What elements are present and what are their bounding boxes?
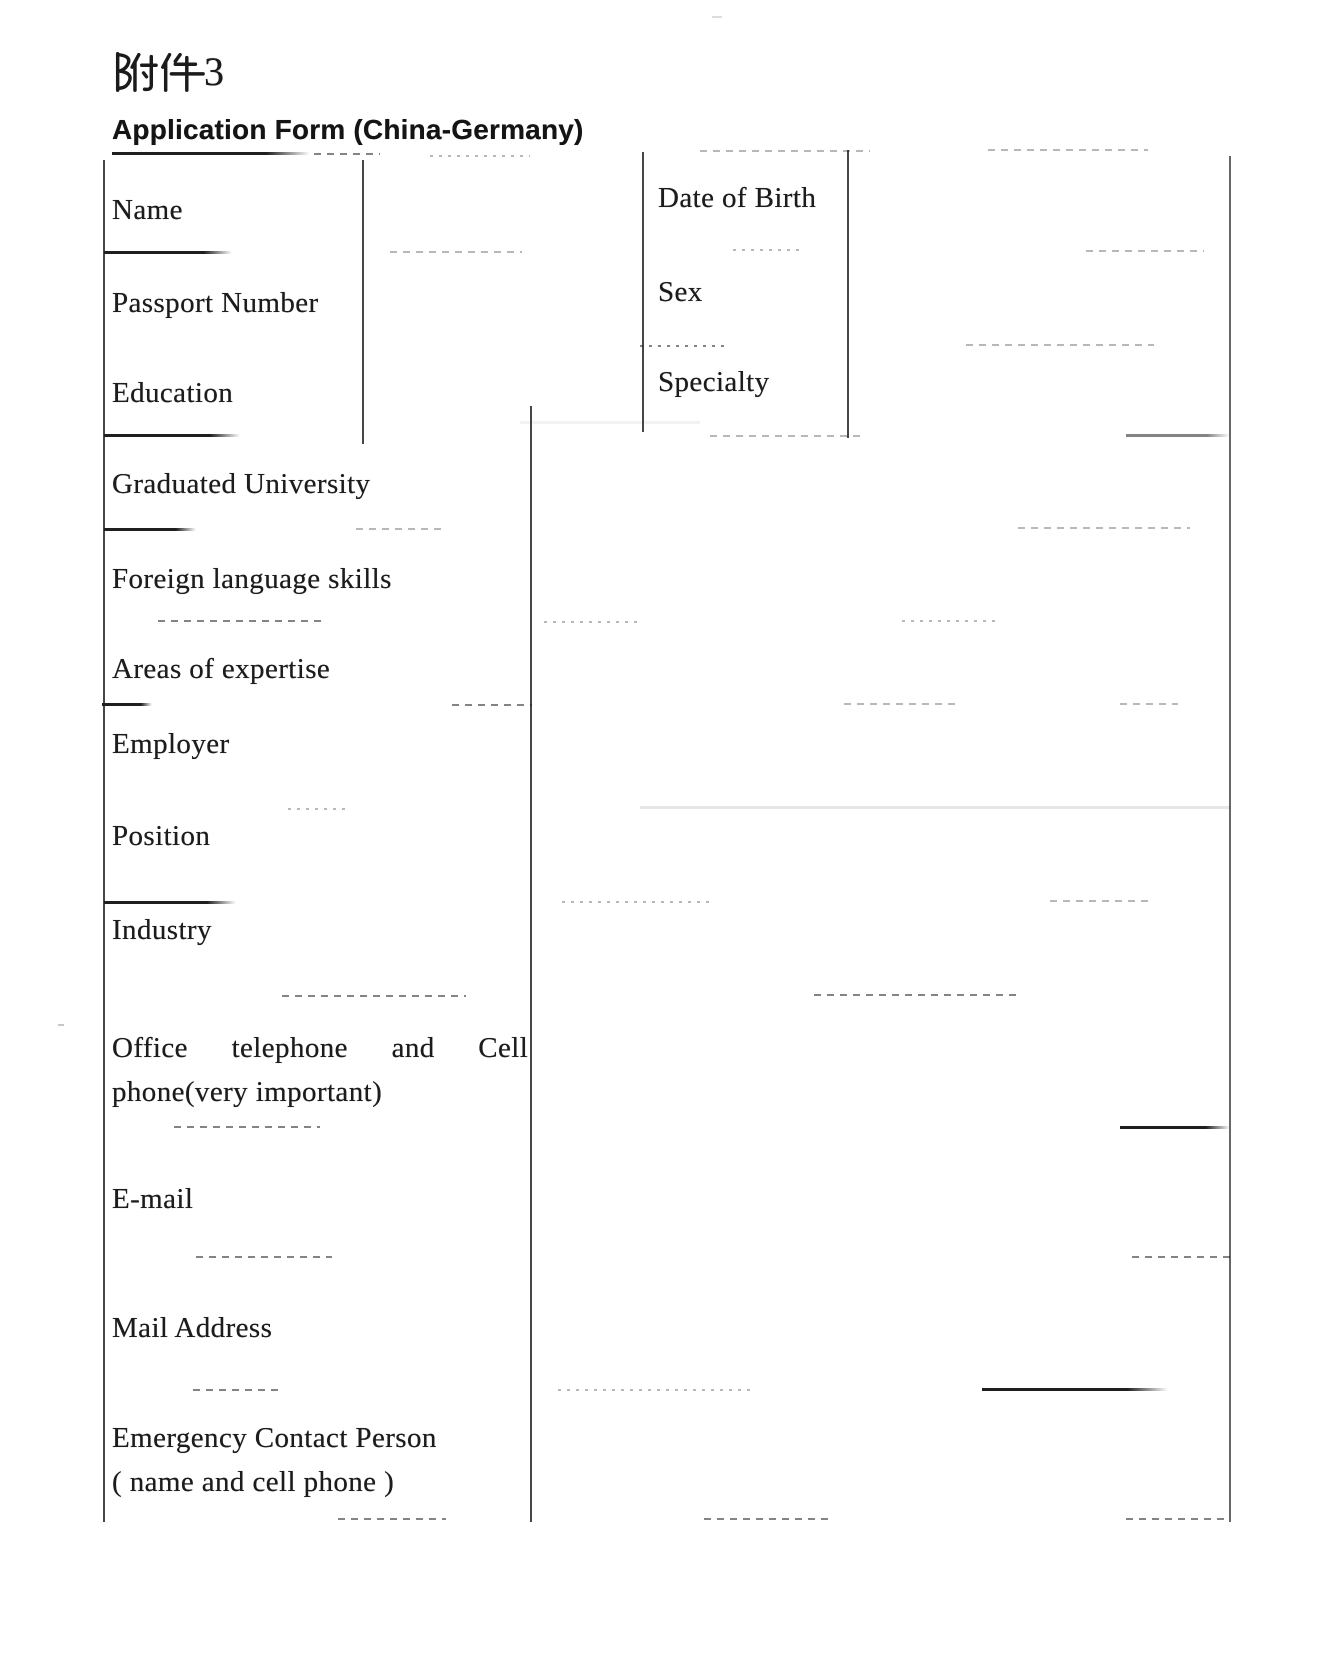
passport-number-value-cell — [364, 252, 642, 346]
row-separator — [104, 528, 196, 531]
row-separator — [104, 251, 232, 254]
table-bottom-border — [338, 1518, 446, 1520]
field-label-office-telephone-line2: phone(very important) — [112, 1076, 383, 1108]
row-separator — [640, 345, 724, 347]
industry-value-cell — [532, 902, 1229, 996]
row-separator — [356, 528, 446, 530]
email-value-cell — [532, 1127, 1229, 1257]
table-col-divider — [642, 152, 644, 432]
row-separator — [174, 1126, 320, 1128]
field-label-graduated-university: Graduated University — [112, 468, 371, 500]
row-separator — [104, 434, 240, 437]
field-label-date-of-birth: Date of Birth — [658, 182, 817, 214]
title-underline — [314, 153, 380, 155]
office-telephone-value-cell — [532, 996, 1229, 1127]
field-label-foreign-language-skills: Foreign language skills — [112, 563, 392, 595]
field-label-industry: Industry — [112, 914, 212, 946]
field-label-email: E-mail — [112, 1183, 194, 1215]
form-title: Application Form (China-Germany) — [112, 114, 584, 145]
table-left-border — [103, 160, 105, 1522]
row-separator — [193, 1389, 281, 1391]
row-separator — [733, 249, 801, 251]
attachment-number: 3 — [204, 49, 224, 94]
field-label-mail-address: Mail Address — [112, 1312, 273, 1344]
foreign-language-skills-value-cell — [532, 529, 1229, 621]
date-of-birth-value-cell — [849, 162, 1229, 252]
attachment-hanzi-icon — [110, 48, 206, 94]
row-separator — [282, 995, 466, 997]
table-top-border — [988, 149, 1148, 151]
table-top-border — [700, 150, 870, 152]
title-underline — [112, 152, 310, 155]
row-separator — [288, 808, 348, 810]
row-separator — [102, 703, 152, 706]
title-underline — [430, 155, 530, 157]
field-label-emergency-contact-line1: Emergency Contact Person — [112, 1422, 437, 1454]
field-label-education: Education — [112, 377, 234, 409]
graduated-university-value-cell — [532, 435, 1229, 529]
field-label-employer: Employer — [112, 728, 230, 760]
field-label-sex: Sex — [658, 276, 703, 308]
sex-value-cell — [849, 252, 1229, 346]
field-label-specialty: Specialty — [658, 366, 770, 398]
field-label-emergency-contact-line2: ( name and cell phone ) — [112, 1466, 395, 1498]
row-separator — [158, 620, 322, 622]
field-label-office-telephone-line1: Office telephone and Cell — [112, 1032, 529, 1064]
mail-address-value-cell — [532, 1257, 1229, 1390]
scan-speck — [58, 1024, 64, 1026]
field-label-areas-of-expertise: Areas of expertise — [112, 653, 331, 685]
specialty-value-cell — [849, 346, 1229, 435]
scan-speck — [712, 16, 722, 18]
row-separator — [104, 901, 236, 904]
field-label-position: Position — [112, 820, 211, 852]
field-label-passport-number: Passport Number — [112, 287, 319, 319]
table-right-border — [1229, 156, 1231, 1522]
areas-of-expertise-value-cell — [532, 621, 1229, 704]
field-label-name: Name — [112, 194, 183, 226]
emergency-contact-value-cell — [532, 1390, 1229, 1519]
position-value-cell — [532, 809, 1229, 902]
name-value-cell — [364, 162, 642, 252]
education-value-cell — [364, 346, 642, 435]
row-separator — [196, 1256, 332, 1258]
row-separator — [452, 704, 532, 706]
employer-value-cell — [532, 704, 1229, 809]
